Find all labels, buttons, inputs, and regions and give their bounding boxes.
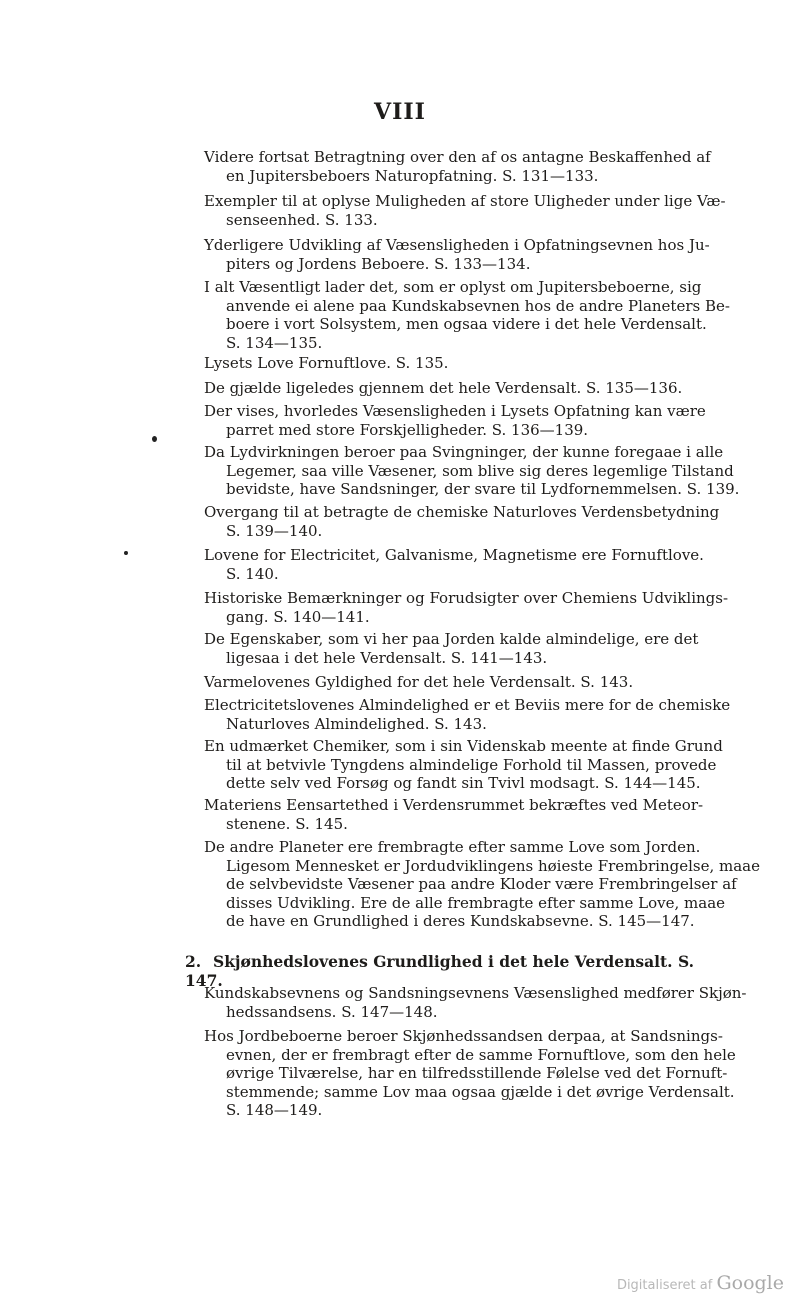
toc-entry xyxy=(204,278,730,352)
toc-line: anvende ei alene paa Kundskabsevnen hos de andre Planeters Be- xyxy=(226,296,730,315)
toc-line: gang. S. 140—141. xyxy=(226,607,370,626)
toc-line: Overgang til at betragte de chemiske Naturloves Verdensbetydning xyxy=(204,503,720,521)
toc-line: I alt Væsentligt lader det, som er oplyst om Jupitersbeboerne, sig xyxy=(204,278,702,296)
watermark-prefix: Digitaliseret af xyxy=(616,1278,713,1293)
toc-line: Varmelovenes Gyldighed for det hele Verdensalt. S. 143. xyxy=(204,673,634,691)
toc-entry xyxy=(204,737,723,793)
toc-line: bevidste, have Sandsninger, der svare til Lydfornemmelsen. S. 139. xyxy=(226,480,740,498)
toc-line: parret med store Forskjelligheder. S. 136—139. xyxy=(226,420,589,439)
toc-entry xyxy=(204,630,716,667)
toc-entry xyxy=(204,1027,736,1120)
toc-line: Ligesom Mennesket er Jordudviklingens høieste Frembringelse, maae xyxy=(226,856,760,875)
google-logo: Google xyxy=(716,1272,784,1294)
toc-line: evnen, der er frembragt efter de samme Fornuftlove, som den hele xyxy=(226,1045,736,1064)
toc-entry xyxy=(204,354,716,373)
toc-entry xyxy=(204,673,716,692)
toc-entry xyxy=(204,796,716,833)
toc-line: disses Udvikling. Ere de alle frembragte efter samme Love, maae xyxy=(226,893,726,912)
digitization-watermark xyxy=(617,1272,784,1294)
toc-line: Exempler til at oplyse Muligheden af store Uligheder under lige Væ- xyxy=(204,192,726,210)
toc-line: Videre fortsat Betragtning over den af os antagne Beskaffenhed af xyxy=(204,148,711,166)
section-number: 2. xyxy=(185,952,202,971)
toc-line: S. 134—135. xyxy=(226,333,323,352)
toc-line: Kundskabsevnens og Sandsningsevnens Væsenslighed medfører Skjøn- xyxy=(204,984,747,1002)
toc-entry xyxy=(204,838,760,931)
toc-line: Naturloves Almindelighed. S. 143. xyxy=(226,714,487,733)
toc-line: En udmærket Chemiker, som i sin Videnskab meente at finde Grund xyxy=(204,737,723,755)
toc-entry xyxy=(204,236,716,273)
toc-line: senseenhed. S. 133. xyxy=(226,210,378,229)
toc-line: boere i vort Solsystem, men ogsaa videre i det hele Verdensalt. xyxy=(226,315,707,333)
toc-line: De Egenskaber, som vi her paa Jorden kalde almindelige, ere det xyxy=(204,630,699,648)
toc-entry xyxy=(204,148,716,185)
toc-line: de selvbevidste Væsener paa andre Kloder være Frembringelser af xyxy=(226,875,737,893)
toc-entry xyxy=(204,696,731,733)
toc-entry xyxy=(204,503,720,540)
toc-line: ligesaa i det hele Verdensalt. S. 141—143. xyxy=(226,648,548,667)
toc-line: Lysets Love Fornuftlove. S. 135. xyxy=(204,354,449,372)
toc-entry xyxy=(204,192,726,229)
section-title: Skjønhedslovenes Grundlighed i det hele Verdensalt. S. 147. xyxy=(185,952,695,990)
toc-line: De andre Planeter ere frembragte efter samme Love som Jorden. xyxy=(204,838,701,856)
ink-speck xyxy=(124,551,128,555)
toc-line: de have en Grundlighed i deres Kundskabsevne. S. 145—147. xyxy=(226,912,695,930)
toc-entry xyxy=(204,402,716,439)
toc-line: S. 139—140. xyxy=(226,521,323,540)
toc-line: piters og Jordens Beboere. S. 133—134. xyxy=(226,254,531,273)
ink-speck xyxy=(152,436,157,442)
toc-line: Da Lydvirkningen beroer paa Svingninger, der kunne foregaae i alle xyxy=(204,443,724,461)
toc-entry xyxy=(204,546,716,583)
toc-line: dette selv ved Forsøg og fandt sin Tvivl modsagt. S. 144—145. xyxy=(226,774,701,792)
toc-line: Legemer, saa ville Væsener, som blive sig deres legemlige Tilstand xyxy=(226,461,734,480)
toc-line: Yderligere Udvikling af Væsensligheden i Opfatningsevnen hos Ju- xyxy=(204,236,710,254)
toc-line: til at betvivle Tyngdens almindelige Forhold til Massen, provede xyxy=(226,755,717,774)
toc-line: stemmende; samme Lov maa ogsaa gjælde i det øvrige Verdensalt. xyxy=(226,1082,735,1101)
toc-entry xyxy=(204,379,716,398)
toc-entry xyxy=(204,984,747,1021)
toc-line: De gjælde ligeledes gjennem det hele Verdensalt. S. 135—136. xyxy=(204,379,683,397)
toc-line: S. 140. xyxy=(226,564,279,583)
toc-line: Der vises, hvorledes Væsensligheden i Lysets Opfatning kan være xyxy=(204,402,706,420)
toc-line: hedssandsens. S. 147—148. xyxy=(226,1002,438,1021)
toc-line: Electricitetslovenes Almindelighed er et Beviis mere for de chemiske xyxy=(204,696,731,714)
toc-line: en Jupitersbeboers Naturopfatning. S. 131—133. xyxy=(226,166,599,185)
toc-line: Hos Jordbeboerne beroer Skjønhedssandsen derpaa, at Sandsnings- xyxy=(204,1027,723,1045)
page-number: VIII xyxy=(374,99,426,125)
toc-line: Lovene for Electricitet, Galvanisme, Magnetisme ere Fornuftlove. xyxy=(204,546,704,564)
toc-line: stenene. S. 145. xyxy=(226,814,348,833)
toc-line: øvrige Tilværelse, har en tilfredsstillende Følelse ved det Fornuft- xyxy=(226,1064,728,1082)
toc-line: Materiens Eensartethed i Verdensrummet bekræftes ved Meteor- xyxy=(204,796,704,814)
toc-entry xyxy=(204,443,740,499)
toc-line: S. 148—149. xyxy=(226,1101,323,1119)
toc-line: Historiske Bemærkninger og Forudsigter over Chemiens Udviklings- xyxy=(204,589,729,607)
toc-entry xyxy=(204,589,729,626)
